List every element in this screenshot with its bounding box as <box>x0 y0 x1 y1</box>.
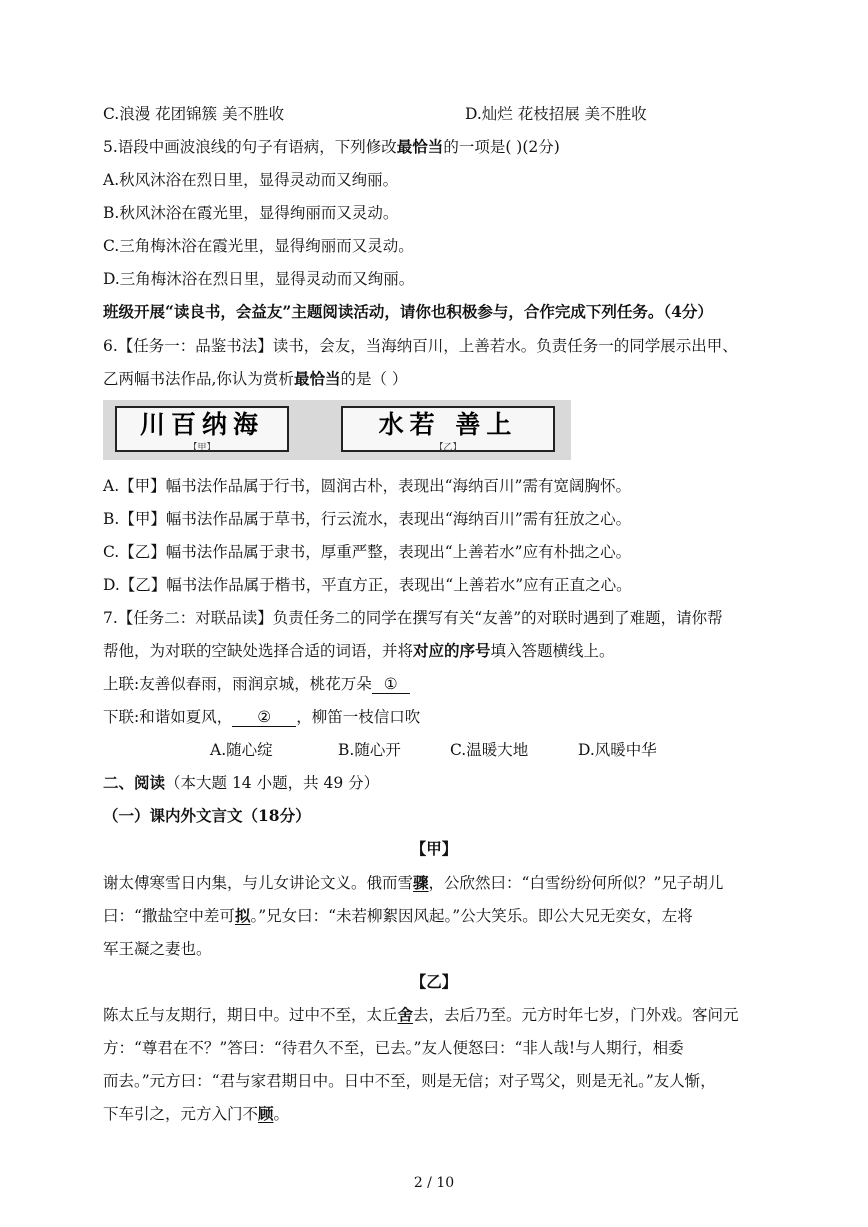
q6-option-d: D.【乙】幅书法作品属于楷书，平直方正，表现出“上善若水”应有正直之心。 <box>103 576 632 594</box>
passage-yi-line2: 方：“尊君在不？”答曰：“待君久不至，已去。”友人便怒曰：“非人哉!与人期行，相委 <box>103 1039 684 1057</box>
section2-title: 二、阅读（本大题 14 小题，共 49 分） <box>103 773 380 792</box>
q5-option-c: C.三角梅沐浴在霞光里，显得绚丽而又灵动。 <box>103 237 414 255</box>
couplet-upper: 上联:友善似春雨，雨润京城，桃花万朵 ① <box>103 673 410 695</box>
q6-stem-line2: 乙两幅书法作品,你认为赏析最恰当的是（ ） <box>103 369 408 388</box>
q7-option-c: C.温暖大地 <box>450 741 529 759</box>
passage-jia-label: 【甲】 <box>410 839 458 858</box>
couplet-lower: 下联:和谐如夏风， ② ，柳笛一枝信口吹 <box>103 708 421 726</box>
activity-intro: 班级开展“读良书，会益友”主题阅读活动，请你也积极参与，合作完成下列任务。（4分） <box>103 302 713 321</box>
q7-stem-line1: 7.【任务二：对联品读】负责任务二的同学在撰写有关“友善”的对联时遇到了难题，请你帮 <box>103 609 723 627</box>
q4-option-d: D.灿烂 花枝招展 美不胜收 <box>465 105 647 123</box>
q6-option-c: C.【乙】幅书法作品属于隶书，厚重严整，表现出“上善若水”应有朴拙之心。 <box>103 543 632 561</box>
passage-jia-line1: 谢太傅寒雪日内集，与儿女讲论文义。俄而雪骤，公欣然曰：“白雪纷纷何所似？”兄子胡儿 <box>103 873 724 892</box>
passage-yi-line3: 而去。”元方曰：“君与家君期日中。日中不至，则是无信；对子骂父，则是无礼。”友人惭， <box>103 1072 716 1090</box>
passage-yi-line4: 下车引之，元方入门不顾。 <box>103 1104 290 1123</box>
q5-stem: 5.语段中画波浪线的句子有语病，下列修改最恰当的一项是( )(2分) <box>103 137 560 156</box>
q7-stem-line2: 帮他，为对联的空缺处选择合适的词语，并将对应的序号填入答题横线上。 <box>103 641 615 660</box>
calligraphy-image <box>103 400 571 460</box>
q6-stem-line1: 6.【任务一：品鉴书法】读书，会友，当海纳百川，上善若水。负责任务一的同学展示出甲、 <box>103 337 738 355</box>
q5-option-d: D.三角梅沐浴在烈日里，显得灵动而又绚丽。 <box>103 270 415 288</box>
q7-option-b: B.随心开 <box>338 741 401 759</box>
q5-option-b: B.秋风沐浴在霞光里，显得绚丽而又灵动。 <box>103 204 399 222</box>
q6-option-b: B.【甲】幅书法作品属于草书，行云流水，表现出“海纳百川”需有狂放之心。 <box>103 510 632 528</box>
section2-subtitle: （一）课内外文言文（18分） <box>103 806 311 825</box>
q6-option-a: A.【甲】幅书法作品属于行书，圆润古朴，表现出“海纳百川”需有宽阔胸怀。 <box>103 477 631 495</box>
calligraphy-work-jia: 川百纳海 【甲】 <box>115 406 289 452</box>
q7-option-a: A.随心绽 <box>210 741 273 759</box>
q4-option-c: C.浪漫 花团锦簇 美不胜收 <box>103 105 285 123</box>
page-number: 2 / 10 <box>413 1175 455 1191</box>
q5-option-a: A.秋风沐浴在烈日里，显得灵动而又绚丽。 <box>103 171 399 189</box>
q7-option-d: D.风暖中华 <box>578 741 657 759</box>
passage-jia-line3: 军王凝之妻也。 <box>103 940 212 958</box>
calligraphy-work-yi: 水若 善上 【乙】 <box>341 406 555 452</box>
answer-blank-2[interactable]: ② <box>232 708 296 727</box>
passage-yi-label: 【乙】 <box>410 972 458 991</box>
answer-blank-1[interactable]: ① <box>372 675 410 694</box>
passage-yi-line1: 陈太丘与友期行，期日中。过中不至，太丘舍去，去后乃至。元方时年七岁，门外戏。客问元 <box>103 1005 739 1024</box>
passage-jia-line2: 曰：“撒盐空中差可拟。”兄女曰：“未若柳絮因风起。”公大笑乐。即公大兄无奕女，左将 <box>103 906 693 925</box>
